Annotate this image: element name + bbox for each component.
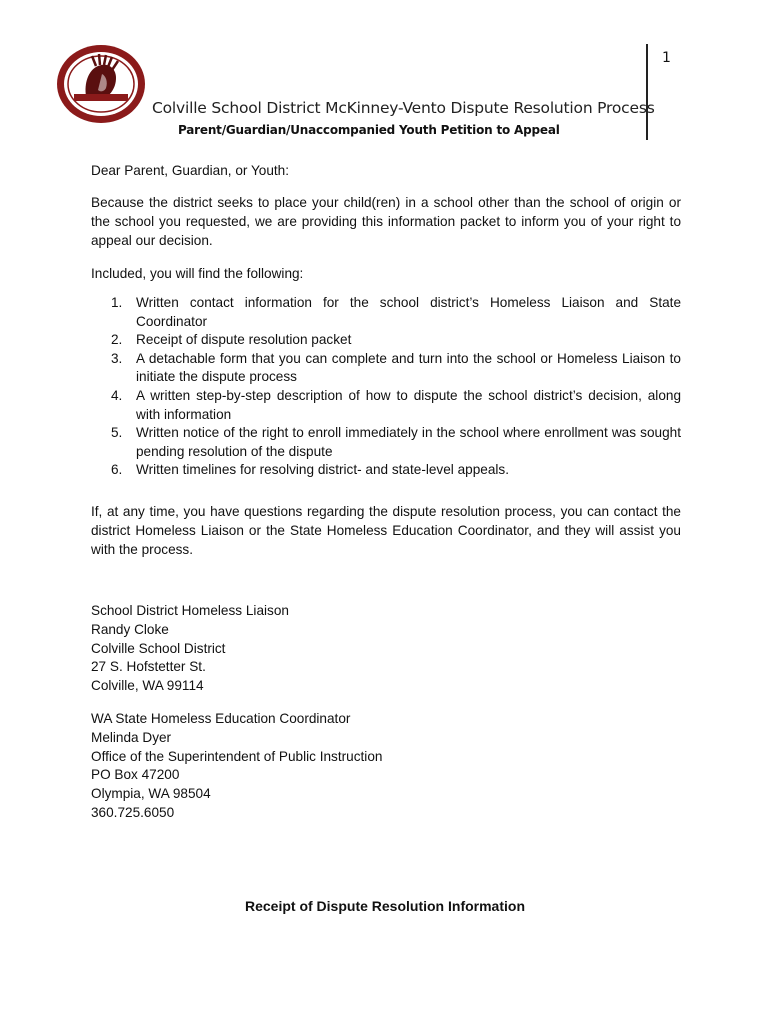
coordinator-contact-block — [91, 710, 382, 823]
liaison-street: 27 S. Hofstetter St. — [91, 659, 206, 675]
page-number: 1 — [662, 50, 671, 66]
header-divider — [646, 44, 648, 140]
list-item: 5. Written notice of the right to enroll immediately in the school where enrollment was sought pending resolution of the dispute — [111, 425, 681, 459]
coordinator-org: Office of the Superintendent of Public Instruction — [91, 748, 383, 764]
greeting: Dear Parent, Guardian, or Youth: — [91, 163, 289, 178]
receipt-section-title: Receipt of Dispute Resolution Information — [244, 898, 525, 914]
intro-paragraph: Because the district seeks to place your child(ren) in a school other than the school of origin or the school you requested, we are providing this information packet to inform you of your right to appeal our decision. — [91, 195, 681, 248]
liaison-org: Colville School District — [91, 640, 226, 656]
liaison-contact-block — [91, 602, 289, 696]
coordinator-name: Melinda Dyer — [91, 729, 172, 745]
list-item: 4. A written step-by-step description of how to dispute the school district’s decision, along with information — [111, 387, 681, 422]
list-item: 1. Written contact information for the school district’s Homeless Liaison and State Coordinator — [111, 295, 681, 329]
document-subtitle: Parent/Guardian/Unaccompanied Youth Petition to Appeal — [178, 123, 560, 137]
coordinator-po-box: PO Box 47200 — [91, 767, 180, 783]
coordinator-role: WA State Homeless Education Coordinator — [91, 711, 351, 726]
closing-paragraph: If, at any time, you have questions regarding the dispute resolution process, you can contact the district Homeless Liaison or the State Homeless Education Coordinator, and they will assist you with the process. — [91, 504, 681, 557]
included-items-list — [91, 294, 681, 480]
list-item: 2. Receipt of dispute resolution packet — [111, 332, 352, 348]
document-title: Colville School District McKinney-Vento Dispute Resolution Process — [152, 99, 655, 117]
liaison-city: Colville, WA 99114 — [91, 678, 204, 694]
liaison-name: Randy Cloke — [91, 621, 169, 637]
list-item: 6. Written timelines for resolving district- and state-level appeals. — [111, 462, 509, 478]
district-seal-icon — [56, 44, 146, 124]
included-heading: Included, you will find the following: — [91, 266, 304, 281]
list-item: 3. A detachable form that you can complete and turn into the school or Homeless Liaison to initiate the dispute process — [111, 350, 681, 385]
coordinator-phone: 360.725.6050 — [91, 804, 175, 820]
coordinator-city: Olympia, WA 98504 — [91, 786, 211, 802]
district-logo — [56, 44, 146, 124]
liaison-role: School District Homeless Liaison — [91, 603, 289, 618]
